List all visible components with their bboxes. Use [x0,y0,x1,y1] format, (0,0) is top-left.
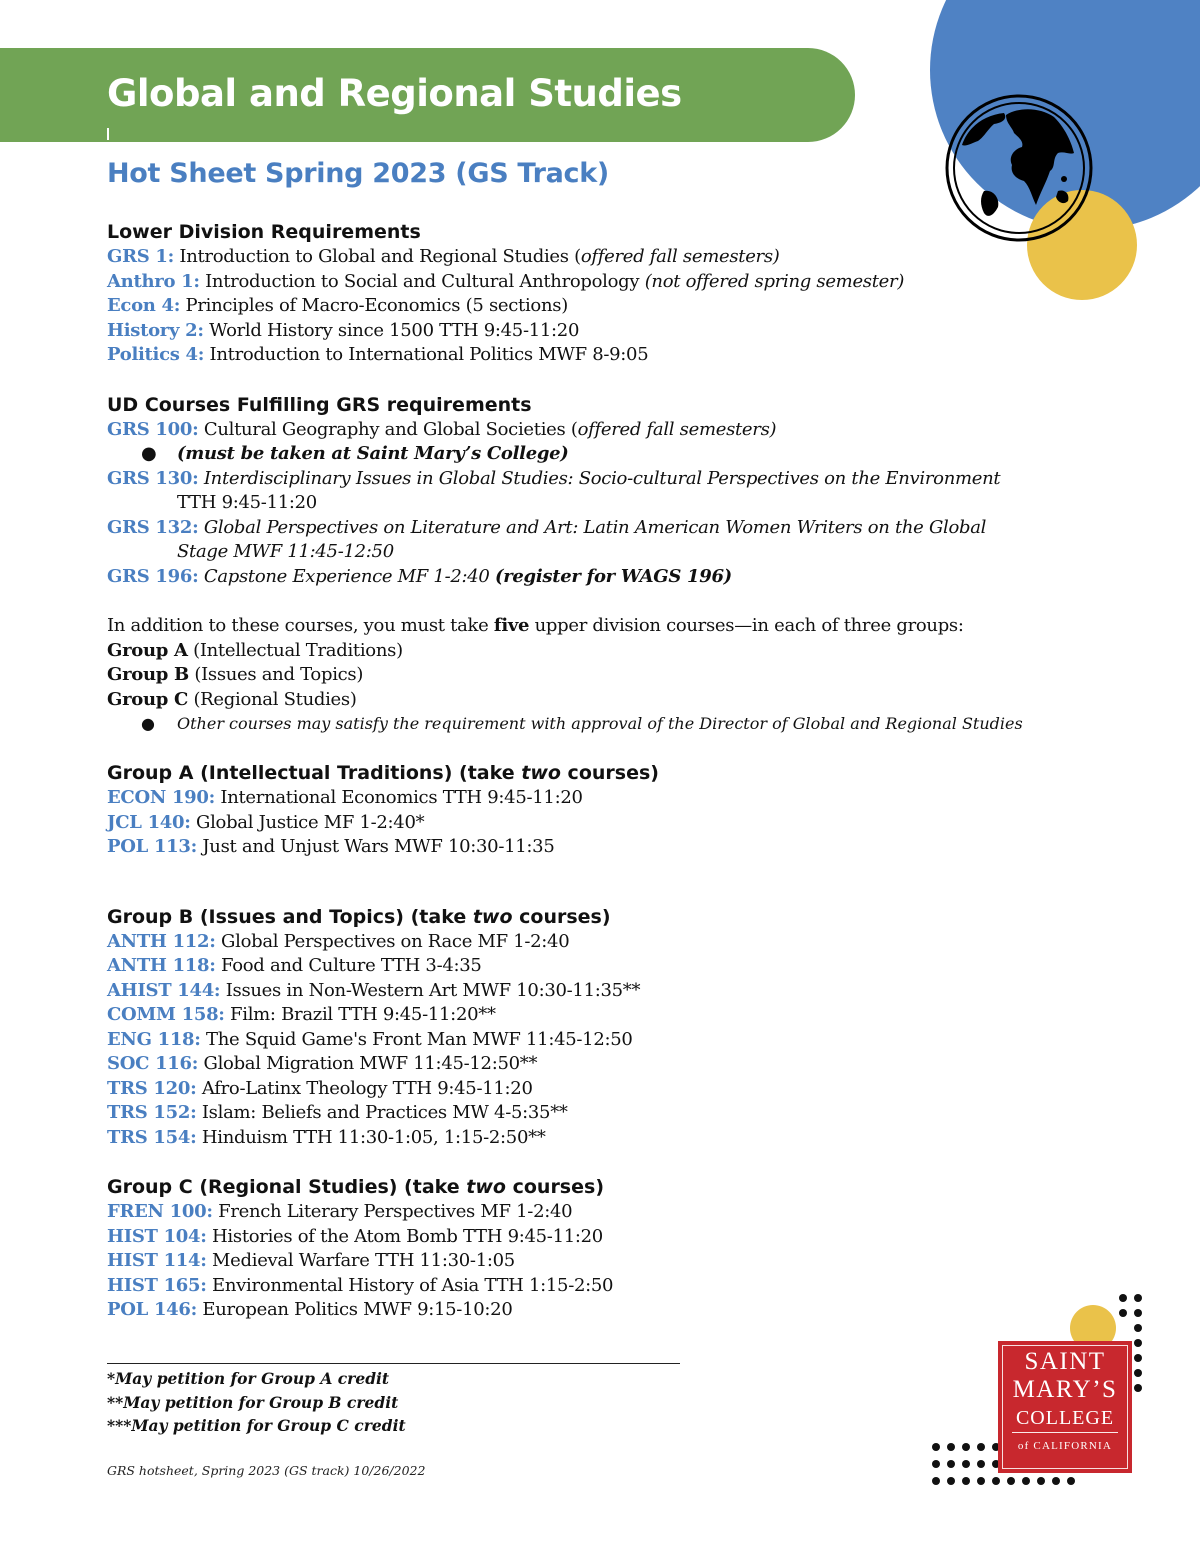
course-note: offered fall semesters) [577,418,777,440]
intro-bold: five [493,615,530,636]
course-desc: Stage MWF 11:45-12:50 [177,541,394,562]
course-line [107,1052,1107,1077]
course-code: HIST 104: [107,1225,207,1247]
footnote-divider [107,1363,680,1364]
course-code: TRS 154: [107,1126,197,1148]
group-desc: (Regional Studies) [188,688,357,710]
course-note: (not offered spring semester) [644,270,905,292]
course-code: COMM 158: [107,1004,225,1025]
course-line [107,1077,1107,1102]
heading-text: courses) [560,762,659,784]
course-code: FREN 100: [107,1201,213,1222]
course-code: HIST 165: [107,1274,207,1296]
text-cursor [107,128,109,140]
course-note: (must be taken at Saint Mary’s College) [177,443,569,464]
course-code: Anthro 1: [107,270,200,292]
course-line [107,930,1107,955]
course-desc: Film: Brazil TTH 9:45-11:20** [224,1004,496,1025]
course-desc: Global Migration MWF 11:45-12:50** [198,1053,538,1074]
course-code: GRS 1: [107,246,174,267]
course-desc: Introduction to Global and Regional Studies ( [173,246,581,267]
course-desc: French Literary Perspectives MF 1-2:40 [212,1201,573,1222]
course-line [107,954,1107,979]
group-desc: (Intellectual Traditions) [187,639,403,661]
course-desc: World History since 1500 TTH 9:45-11:20 [203,319,580,341]
footnote: **May petition for Group B credit [107,1392,399,1412]
course-code: GRS 100: [107,418,199,440]
course-desc: Histories of the Atom Bomb TTH 9:45-11:20 [206,1225,603,1247]
main-content [107,220,1107,1323]
course-desc: Just and Unjust Wars MWF 10:30-11:35 [196,836,555,857]
course-desc: Global Justice MF 1-2:40* [190,811,425,833]
logo-line: COLLEGE [1015,1407,1115,1429]
group-desc: (Issues and Topics) [188,664,364,685]
course-desc: Capstone Experience MF 1-2:40 [198,565,495,587]
group-label: Group C [107,688,189,710]
heading-emphasis: two [521,762,561,784]
lower-division-heading: Lower Division Requirements [107,221,421,243]
course-desc: The Squid Game's Front Man MWF 11:45-12:50 [200,1028,633,1050]
group-a-heading [107,761,1107,786]
ud-courses-heading: UD Courses Fulfilling GRS requirements [107,393,532,416]
course-code: POL 146: [107,1299,197,1320]
course-code: GRS 132: [107,516,199,538]
course-line [107,979,1107,1004]
course-code: TRS 120: [107,1077,197,1099]
course-desc: Global Perspectives on Literature and Art: Latin American Women Writers on the Global [198,516,987,538]
heading-text: courses) [512,905,611,928]
course-line [107,786,1107,811]
course-code: HIST 114: [107,1250,207,1271]
course-desc: Issues in Non-Western Art MWF 10:30-11:35** [220,979,641,1001]
group-item [107,663,1107,688]
approval-note: Other courses may satisfy the requirement with approval of the Director of Global and Regional Studies [177,714,1023,733]
group-item [107,688,1107,713]
course-desc: International Economics TTH 9:45-11:20 [214,787,583,808]
course-desc: Environmental History of Asia TTH 1:15-2:50 [206,1274,614,1296]
heading-emphasis: two [472,905,513,928]
course-line [107,245,1107,270]
course-code: POL 113: [107,836,197,857]
course-line [107,1298,1107,1323]
group-c-heading [107,1175,1107,1200]
course-line [107,1249,1107,1274]
course-line [107,811,1107,836]
page-footer: GRS hotsheet, Spring 2023 (GS track) 10/26/2022 [107,1463,426,1478]
course-code: TRS 152: [107,1102,197,1123]
course-line [107,516,1107,541]
heading-text: Group C (Regional Studies) (take [107,1176,467,1198]
heading-emphasis: two [466,1176,506,1198]
logo-divider [1012,1432,1118,1433]
group-label: Group B [107,664,189,685]
course-line [107,418,1107,443]
course-code: SOC 116: [107,1053,199,1074]
footnote: ***May petition for Group C credit [107,1416,406,1435]
course-line [107,1274,1107,1299]
course-line [107,270,1107,295]
course-code: Econ 4: [107,295,181,316]
course-line [107,1126,1107,1151]
course-line-continued: TTH 9:45-11:20 [177,492,317,513]
logo-line: SAINT [1024,1348,1106,1375]
course-desc: Food and Culture TTH 3-4:35 [215,955,482,976]
heading-text: Group A (Intellectual Traditions) (take [107,762,522,784]
course-code: History 2: [107,319,204,341]
logo-line: of CALIFORNIA [1017,1440,1113,1452]
bullet-item [107,712,1107,736]
course-note: offered fall semesters) [580,246,780,267]
course-desc: Cultural Geography and Global Societies ( [198,418,578,440]
course-line [107,319,1107,344]
course-line [107,294,1107,319]
course-desc: Medieval Warfare TTH 11:30-1:05 [206,1250,515,1271]
course-line [107,1028,1107,1053]
group-b-heading [107,905,1107,930]
course-code: ANTH 118: [107,955,216,976]
course-desc: Afro-Latinx Theology TTH 9:45-11:20 [196,1077,533,1099]
course-code: ENG 118: [107,1028,201,1050]
course-code: ECON 190: [107,787,215,808]
course-line [107,835,1107,860]
page-subtitle: Hot Sheet Spring 2023 (GS Track) [107,158,609,189]
course-desc: Interdisciplinary Issues in Global Studies: Socio-cultural Perspectives on the Environment [198,467,1001,489]
course-code: ANTH 112: [107,930,216,952]
logo-line: MARY’S [1012,1376,1118,1403]
heading-text: Group B (Issues and Topics) (take [107,905,473,928]
course-desc: Principles of Macro-Economics (5 sections) [180,295,568,316]
course-desc: Islam: Beliefs and Practices MW 4-5:35** [196,1102,568,1123]
course-line-continued [107,540,1107,565]
course-desc: Introduction to International Politics MWF 8-9:05 [204,344,649,365]
college-logo [998,1341,1132,1473]
groups-intro [107,614,1107,639]
intro-text: upper division courses—in each of three groups: [529,615,964,636]
heading-text: courses) [505,1176,604,1198]
course-note: (register for WAGS 196) [495,565,732,587]
bullet-dot: ● [141,443,157,464]
course-desc: European Politics MWF 9:15-10:20 [196,1299,513,1320]
course-code: AHIST 144: [107,979,221,1001]
course-code: JCL 140: [107,811,191,833]
course-line [107,1200,1107,1225]
course-line [107,343,1107,368]
course-line [107,467,1107,492]
course-line [107,1003,1107,1028]
intro-text: In addition to these courses, you must take [107,615,494,636]
course-code: GRS 130: [107,467,199,489]
course-line [107,565,1107,590]
course-desc: Global Perspectives on Race MF 1-2:40 [215,930,570,952]
course-code: Politics 4: [107,344,205,365]
group-label: Group A [107,639,188,661]
bullet-dot: ● [141,714,155,733]
bullet-item [107,442,1107,467]
group-item [107,639,1107,664]
course-desc: Hinduism TTH 11:30-1:05, 1:15-2:50** [196,1126,546,1148]
course-code: GRS 196: [107,565,199,587]
course-line [107,1101,1107,1126]
footnote: *May petition for Group A credit [107,1369,390,1388]
footnotes [107,1367,406,1438]
course-line [107,1225,1107,1250]
page-title: Global and Regional Studies [107,72,682,115]
course-desc: Introduction to Social and Cultural Anthropology [199,270,645,292]
